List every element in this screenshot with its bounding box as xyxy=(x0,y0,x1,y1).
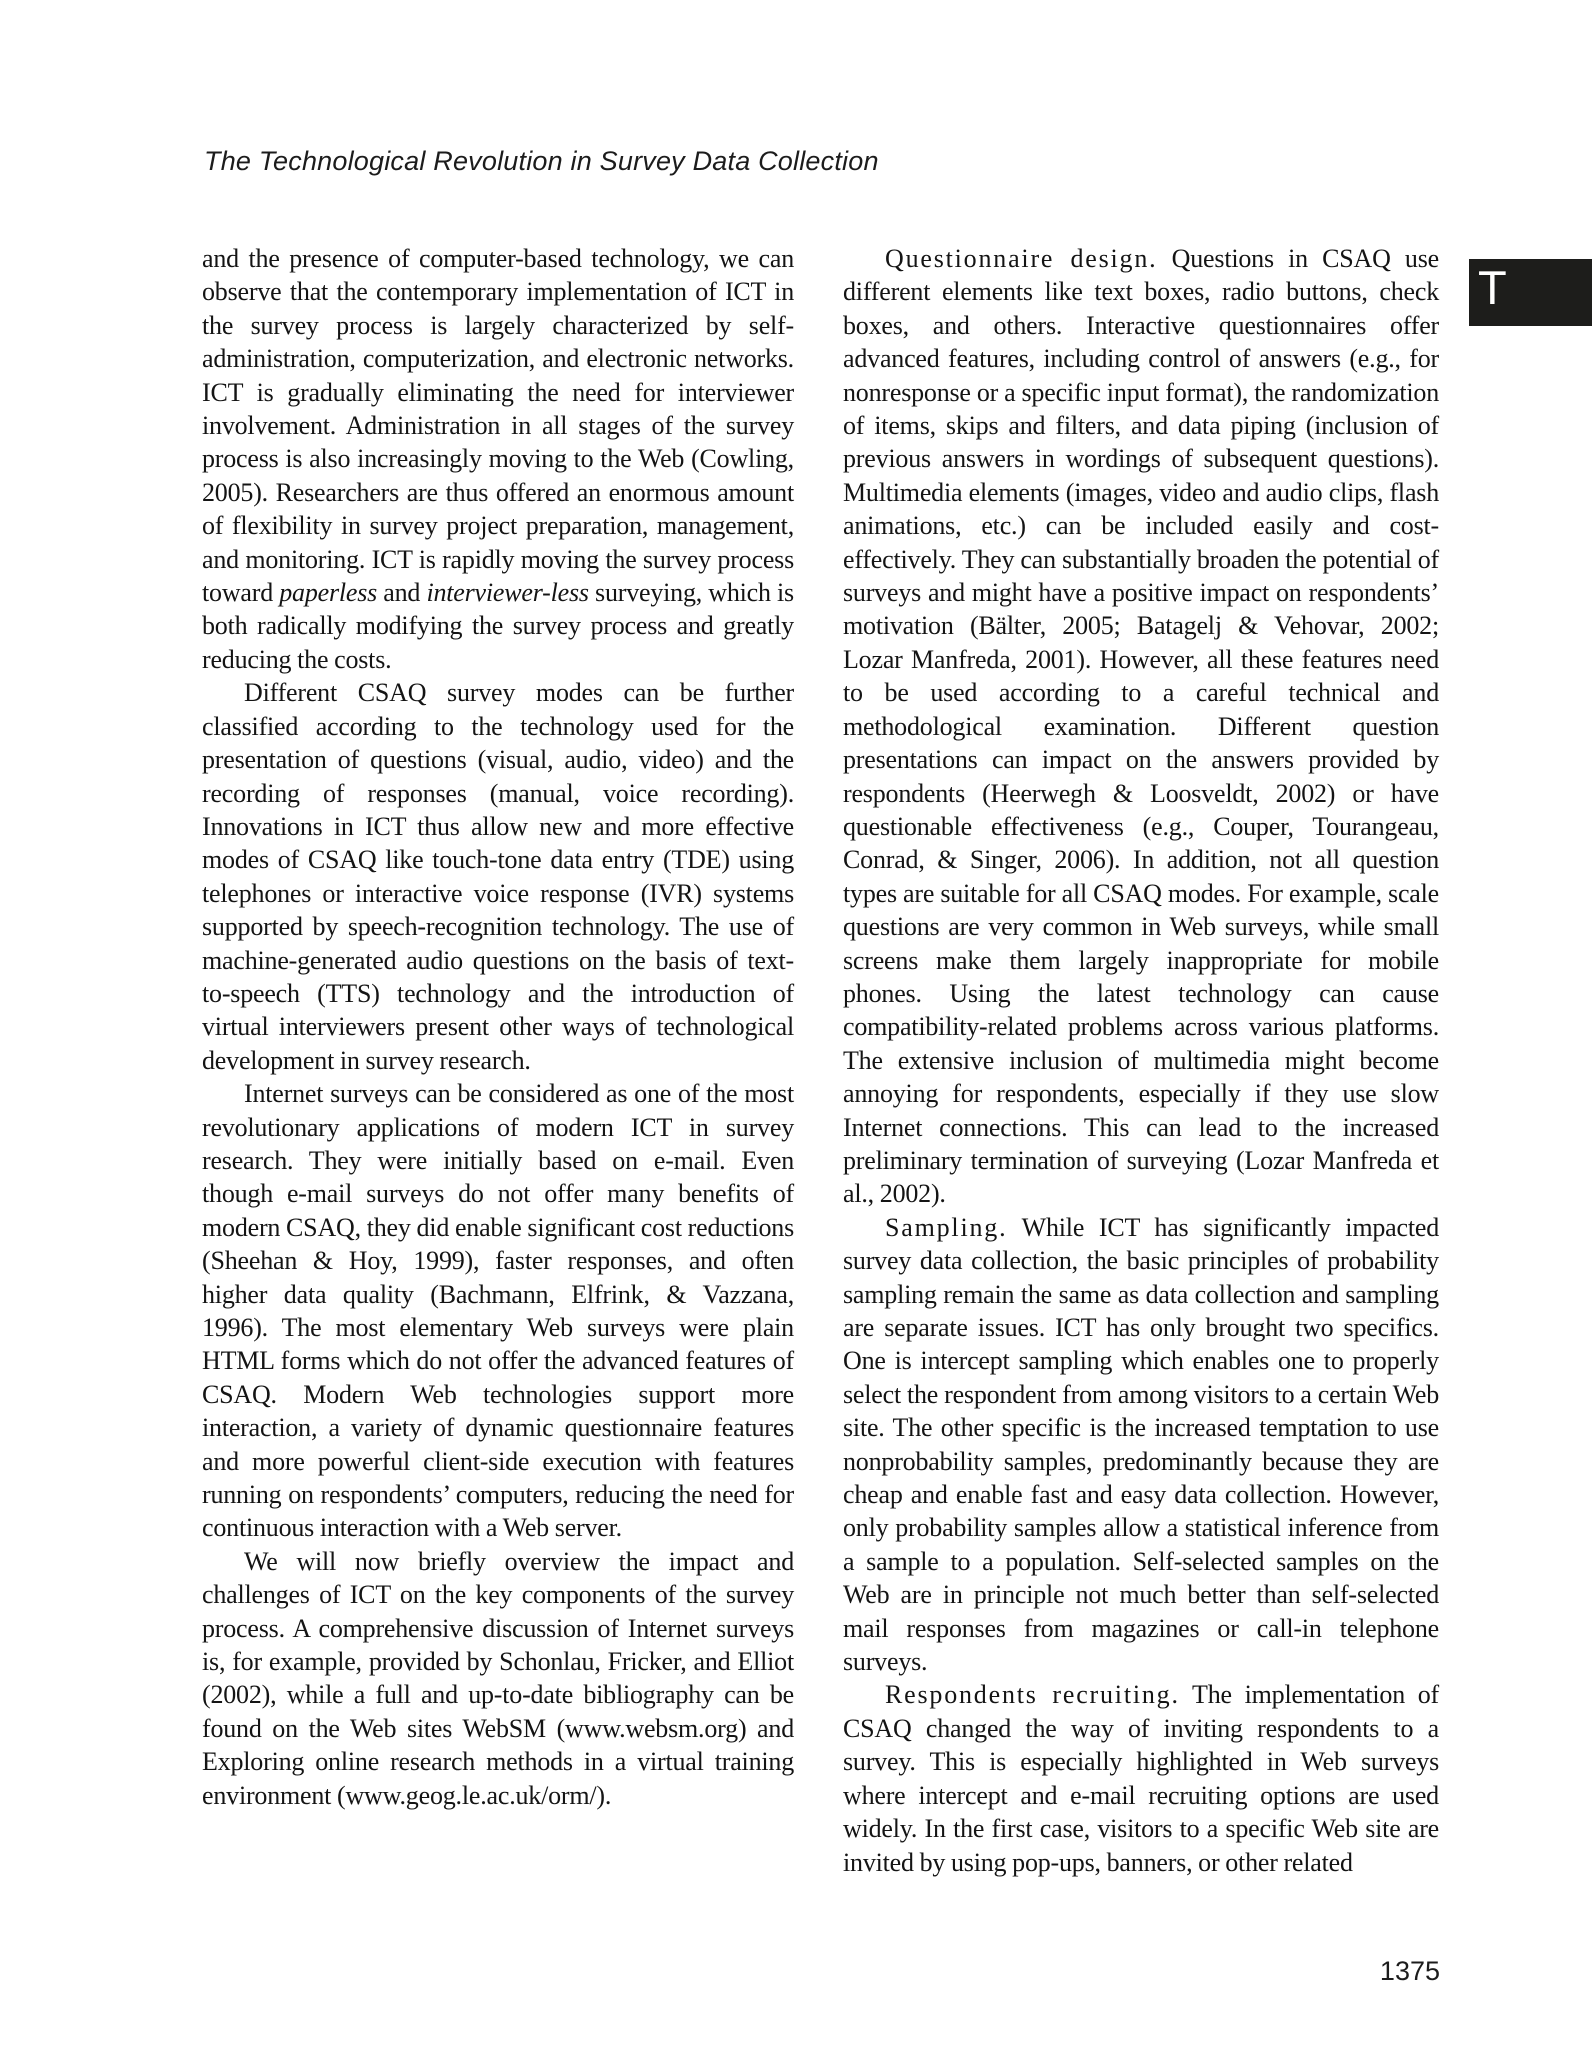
text-run: paperless xyxy=(279,578,378,608)
paragraph xyxy=(843,242,1439,1211)
paragraph xyxy=(202,676,794,1077)
text-column-left xyxy=(202,242,794,1812)
alphabet-thumb-tab xyxy=(1469,259,1592,326)
paragraph xyxy=(843,1211,1439,1679)
text-run: Internet surveys can be considered as one of the most revolutionary applications of modern ICT in survey research. They were initially based on e-mail. Even though e-mail surveys do not offer many benefits of modern CSAQ, they did enable significant cost reductions (Sheehan & Hoy, 1999), faster responses, and often higher data quality (Bachmann, Elfrink, & Vazzana, 1996). The most elementary Web surveys were plain HTML forms which do not offer the advanced features of CSAQ. Modern Web technologies support more interaction, a variety of dynamic questionnaire features and more powerful client-side execution with features running on respondents’ computers, reducing the need for continuous interaction with a Web server. xyxy=(202,1079,794,1543)
running-header-title: The Technological Revolution in Survey Data Collection xyxy=(204,146,879,176)
run-in-heading: Questionnaire design. xyxy=(885,244,1158,273)
text-run: The implementation of CSAQ changed the way of inviting respondents to a survey. This is especially highlighted in Web surveys where intercept and e-mail recruiting options are used widely. In the first case, visitors to a specific Web site are invited by using pop-ups, banners, or other related xyxy=(843,1680,1439,1877)
text-run: While ICT has significantly impacted survey data collection, the basic principles of probability sampling remain the same as data collection and sampling are separate issues. ICT has only brought two specifics. One is intercept sampling which enables one to properly select the respondent from among visitors to a certain Web site. The other specific is the increased temptation to use nonprobability samples, predominantly because they are cheap and enable fast and easy data collection. However, only probability samples allow a statistical inference from a sample to a population. Self-selected samples on the Web are in principle not much better than self-selected mail responses from magazines or call-in telephone surveys. xyxy=(843,1212,1439,1677)
thumb-tab-letter: T xyxy=(1478,261,1507,314)
text-run: and the presence of computer-based technology, we can observe that the contemporary implementation of ICT in the survey process is largely characterized by self-administration, computerization, and electronic networks. ICT is gradually eliminating the need for interviewer involvement. Administration in all stages of the survey process is also increasingly moving to the Web (Cowling, 2005). Researchers are thus offered an enormous amount of flexibility in survey project preparation, management, and monitoring. ICT is rapidly moving the survey process toward xyxy=(202,244,794,608)
text-run: We will now briefly overview the impact and challenges of ICT on the key components of the survey process. A comprehensive discussion of Internet surveys is, for example, provided by Schonlau, Fricker, and Elliot (2002), while a full and up-to-date bibliography can be found on the Web sites WebSM (www.websm.org) and Exploring online research methods in a virtual training environment (www.geog.le.ac.uk/orm/). xyxy=(202,1546,794,1810)
paragraph xyxy=(843,1678,1439,1878)
text-run: surveying, which is both radically modifying the survey process and greatly reducing the costs. xyxy=(202,578,794,674)
paragraph xyxy=(202,242,794,676)
text-run: interviewer-less xyxy=(426,578,589,608)
text-column-right xyxy=(843,242,1439,1879)
text-run: and xyxy=(377,578,427,608)
text-run: Questions in CSAQ use different elements like text boxes, radio buttons, check boxes, and others. Interactive questionnaires offer advanced features, including control of answers (e.g., for nonresponse or a specific input format), the randomization of items, skips and filters, and data piping (inclusion of previous answers in wordings of subsequent questions). Multimedia elements (images, video and audio clips, flash animations, etc.) can be included easily and cost-effectively. They can substantially broaden the potential of surveys and might have a positive impact on respondents’ motivation (Bälter, 2005; Batagelj & Vehovar, 2002; Lozar Manfreda, 2001). However, all these features need to be used according to a careful technical and methodological examination. Different question presentations can impact on the answers provided by respondents (Heerwegh & Loosveldt, 2002) or have questionable effectiveness (e.g., Couper, Tourangeau, Conrad, & Singer, 2006). In addition, not all question types are suitable for all CSAQ modes. For example, scale questions are very common in Web surveys, while small screens make them largely inappropriate for mobile phones. Using the latest technology can cause compatibility-related problems across various platforms. The extensive inclusion of multimedia might become annoying for respondents, especially if they use slow Internet connections. This can lead to the increased preliminary termination of surveying (Lozar Manfreda et al., 2002). xyxy=(843,244,1439,1209)
run-in-heading: Sampling. xyxy=(885,1212,1008,1242)
paragraph xyxy=(202,1077,794,1545)
run-in-heading: Respondents recruiting. xyxy=(885,1680,1180,1710)
paragraph xyxy=(202,1545,794,1812)
text-run: Different CSAQ survey modes can be further classified according to the technology used for the presentation of questions (visual, audio, video) and the recording of responses (manual, voice recording). Innovations in ICT thus allow new and more effective modes of CSAQ like touch-tone data entry (TDE) using telephones or interactive voice response (IVR) systems supported by speech-recognition technology. The use of machine-generated audio questions on the basis of text-to-speech (TTS) technology and the introduction of virtual interviewers present other ways of technological development in survey research. xyxy=(202,678,794,1075)
page-number: 1375 xyxy=(1379,1956,1440,1986)
